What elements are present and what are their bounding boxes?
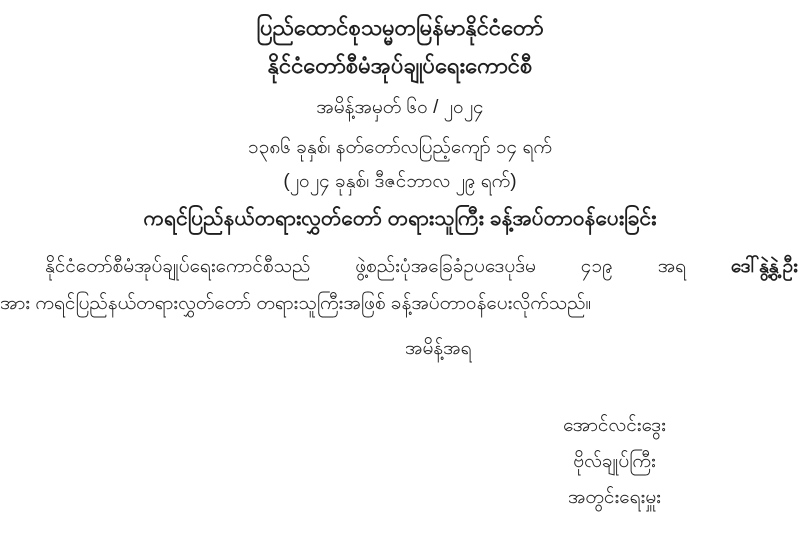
signatory-title: အတွင်းရေးမှူး (567, 487, 662, 508)
country-title: ပြည်ထောင်စုသမ္မတမြန်မာနိုင်ငံတော် (256, 15, 544, 40)
subject-heading: ကရင်ပြည်နယ်တရားလွှတ်တော် တရားသူကြီး ခန့်အပ်တာဝန်ပေးခြင်း (143, 207, 657, 230)
body-text-before-name: နိုင်ငံတော်စီမံအုပ်ချုပ်ရေးကောင်စီသည် ဖွဲ့စည်းပုံအခြေခံဥပဒေပုဒ်မ ၄၁၉ အရ (45, 256, 687, 277)
body-line-1 (0, 248, 798, 285)
body-paragraph (0, 248, 798, 322)
signature-block (452, 408, 777, 516)
appointee-name: ဒေါ်နွဲ့နွဲ့ဦး (730, 256, 798, 277)
myanmar-date: ၁၃၈၆ ခုနှစ်၊ နတ်တော်လပြည့်ကျော် ၁၄ ရက် (248, 137, 552, 158)
by-order-label: အမိန့်အရ (405, 338, 472, 359)
signatory-rank: ဗိုလ်ချုပ်ကြီး (573, 451, 656, 472)
signatory-name: အောင်လင်းဒွေး (563, 415, 666, 436)
order-number: အမိန့်အမှတ် ၆၀ / ၂၀၂၄ (316, 97, 484, 118)
body-line-2: အား ကရင်ပြည်နယ်တရားလွှတ်တော် တရားသူကြီးအဖြစ် ခန့်အပ်တာဝန်ပေးလိုက်သည်။ (0, 293, 592, 314)
gregorian-date: (၂၀၂၄ ခုနှစ်၊ ဒီဇင်ဘာလ ၂၉ ရက်) (283, 171, 517, 192)
council-title: နိုင်ငံတော်စီမံအုပ်ချုပ်ရေးကောင်စီ (267, 53, 533, 78)
